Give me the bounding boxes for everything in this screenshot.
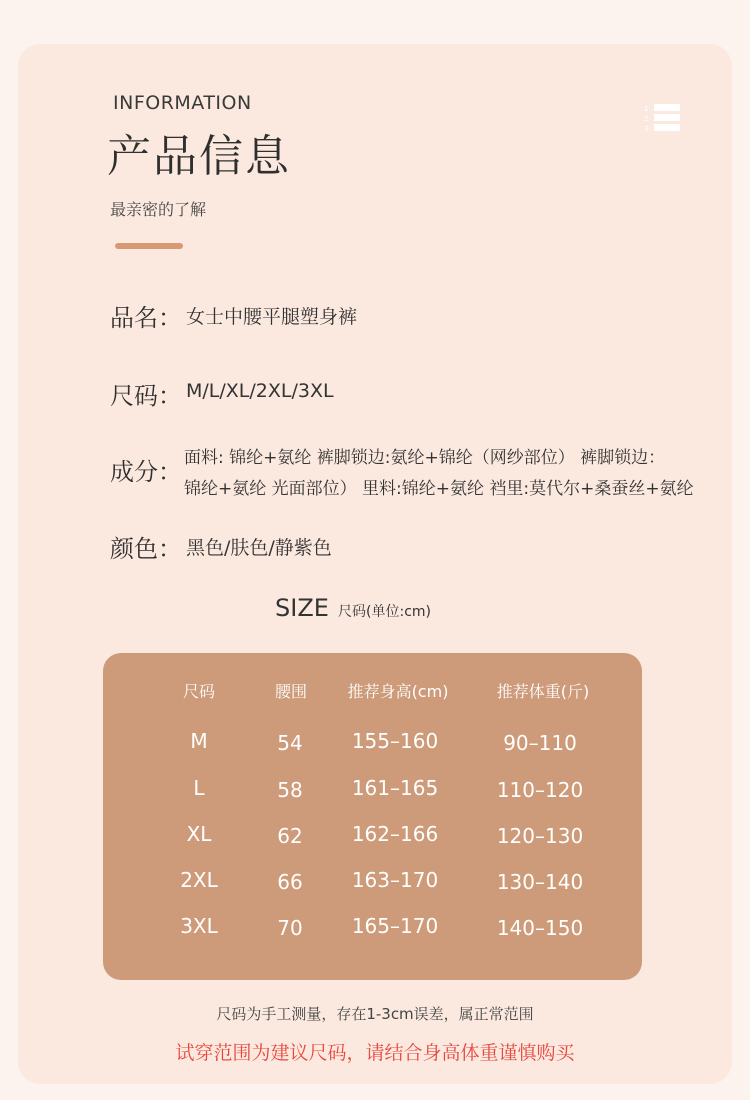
table-cell: L xyxy=(193,776,205,800)
composition-text xyxy=(184,443,694,505)
list-number: 1 xyxy=(644,105,649,113)
table-cell: 162–166 xyxy=(351,822,439,846)
table-cell: 140–150 xyxy=(496,916,584,940)
size-chart-title xyxy=(275,594,431,622)
table-cell: 161–165 xyxy=(351,776,439,800)
table-header-waist: 腰围 xyxy=(274,682,308,701)
page-subtitle: 最亲密的了解 xyxy=(110,200,207,219)
table-header-size: 尺码 xyxy=(182,682,216,701)
table-cell: 130–140 xyxy=(496,870,584,894)
info-row-color xyxy=(110,529,332,564)
info-label: 颜色： xyxy=(110,535,182,563)
info-row-composition xyxy=(110,450,694,505)
info-row-size xyxy=(110,376,334,411)
measurement-note: 尺码为手工测量，存在1-3cm误差，属正常范围 xyxy=(216,1005,534,1023)
table-cell: 110–120 xyxy=(496,778,584,802)
page-title: 产品信息 xyxy=(107,131,291,182)
accent-divider xyxy=(115,243,183,249)
info-label: 尺码： xyxy=(110,382,182,410)
table-header-height: 推荐身高(cm) xyxy=(347,682,449,701)
table-cell: M xyxy=(190,729,208,753)
table-cell: 155–160 xyxy=(351,729,439,753)
table-cell: 58 xyxy=(277,778,303,802)
list-numbered-icon xyxy=(642,102,682,134)
info-label: 品名： xyxy=(110,304,182,332)
size-unit-note: 尺码(单位:cm) xyxy=(338,604,431,620)
table-cell: 165–170 xyxy=(351,914,439,938)
list-number: 3 xyxy=(644,125,649,133)
composition-line: 面料: 锦纶+氨纶 裤脚锁边:氨纶+锦纶（网纱部位） 裤脚锁边： xyxy=(184,448,666,468)
info-value: M/L/XL/2XL/3XL xyxy=(186,380,334,402)
table-cell: 2XL xyxy=(180,868,218,892)
table-header-weight: 推荐体重(斤) xyxy=(496,682,590,701)
info-value: 黑色/肤色/静紫色 xyxy=(186,537,332,559)
table-cell: XL xyxy=(186,822,212,846)
size-title-text: SIZE xyxy=(275,594,329,622)
size-advice-note: 试穿范围为建议尺码，请结合身高体重谨慎购买 xyxy=(175,1042,575,1064)
info-value: 女士中腰平腿塑身裤 xyxy=(186,306,358,328)
table-cell: 163–170 xyxy=(351,868,439,892)
table-cell: 62 xyxy=(277,824,303,848)
composition-line: 锦纶+氨纶 光面部位） 里料:锦纶+氨纶 裆里:莫代尔+桑蚕丝+氨纶 xyxy=(184,479,694,499)
info-label: 成分： xyxy=(110,458,182,486)
section-eyebrow: INFORMATION xyxy=(113,92,252,114)
table-cell: 70 xyxy=(277,916,303,940)
table-cell: 66 xyxy=(277,870,303,894)
table-cell: 3XL xyxy=(180,914,218,938)
list-number: 2 xyxy=(644,115,649,123)
table-cell: 90–110 xyxy=(503,731,577,755)
table-cell: 120–130 xyxy=(496,824,584,848)
table-cell: 54 xyxy=(277,731,303,755)
info-row-name xyxy=(110,298,357,333)
